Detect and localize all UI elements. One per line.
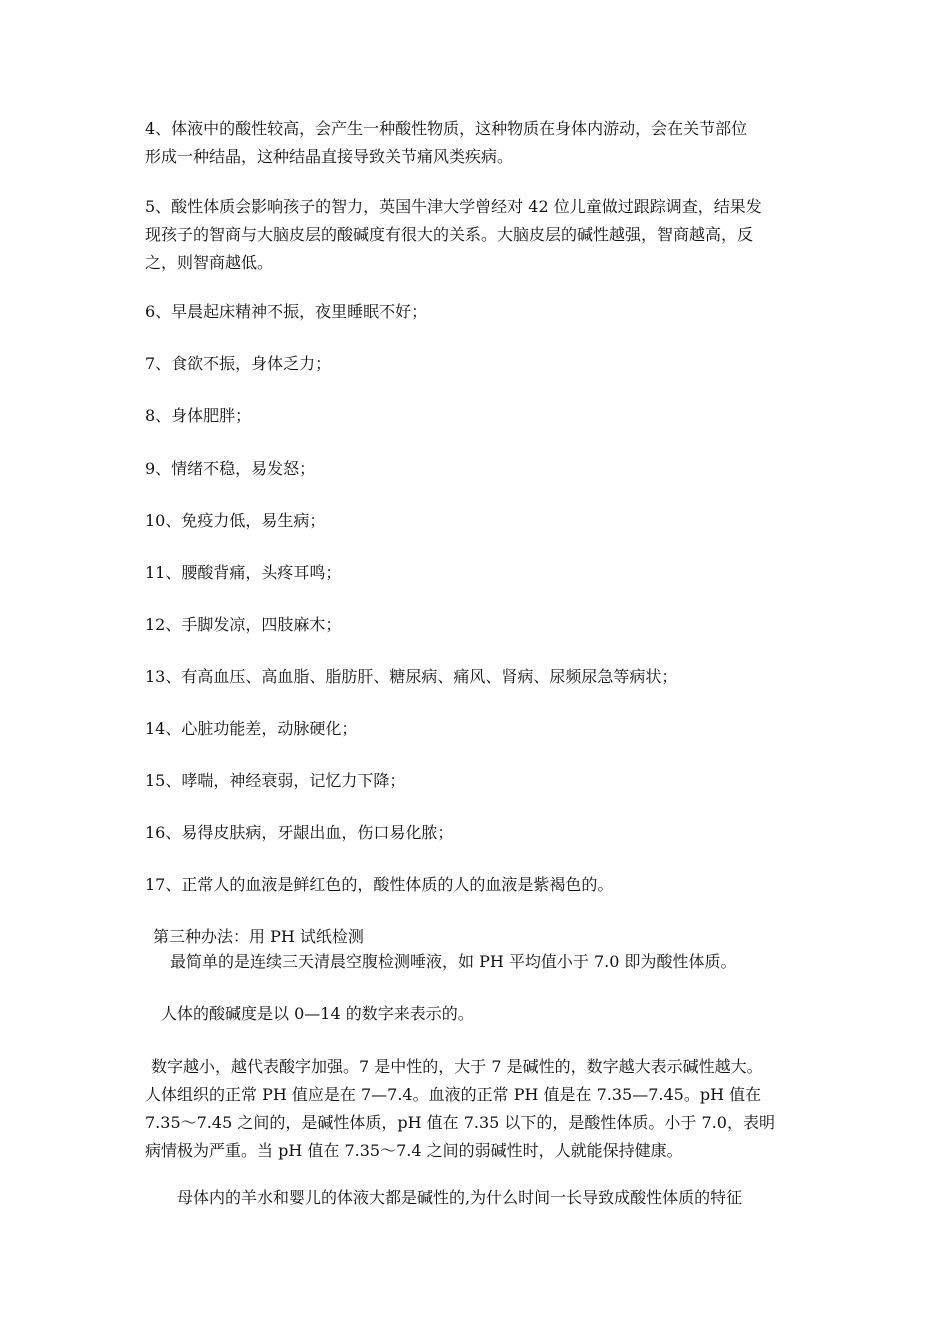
ph-scale-detail bbox=[145, 1053, 810, 1165]
text-line: 形成一种结晶，这种结晶直接导致关节痛风类疾病。 bbox=[145, 147, 514, 166]
closing-paragraph bbox=[177, 1184, 842, 1212]
paragraph-item-7 bbox=[145, 350, 810, 378]
paragraph-item-5 bbox=[145, 193, 810, 277]
text-line: 6、早晨起床精神不振，夜里睡眠不好； bbox=[145, 302, 428, 321]
text-line: 人体的酸碱度是以 0—14 的数字来表示的。 bbox=[161, 1004, 474, 1023]
paragraph-item-9 bbox=[145, 455, 810, 483]
paragraph-item-8 bbox=[145, 402, 810, 430]
text-line: 13、有高血压、高血脂、脂肪肝、糖尿病、痛风、肾病、尿频尿急等病状； bbox=[145, 667, 678, 686]
paragraph-item-12 bbox=[145, 611, 810, 639]
text-line: 12、手脚发凉，四肢麻木； bbox=[145, 615, 342, 634]
method-three-description bbox=[170, 948, 835, 976]
text-line: 16、易得皮肤病，牙龈出血，伤口易化脓； bbox=[145, 823, 454, 842]
text-line: 15、哮喘，神经衰弱，记忆力下降； bbox=[145, 771, 406, 790]
text-line: 5、酸性体质会影响孩子的智力，英国牛津大学曾经对 42 位儿童做过跟踪调查，结果发 bbox=[145, 197, 762, 216]
paragraph-item-6 bbox=[145, 298, 810, 326]
text-line: 7.35～7.45 之间的，是碱性体质，pH 值在 7.35 以下的，是酸性体质。小于 7.0，表明 bbox=[145, 1113, 775, 1132]
text-line: 数字越小，越代表酸字加强。7 是中性的，大于 7 是碱性的，数字越大表示碱性越大。 bbox=[151, 1057, 763, 1076]
text-line: 14、心脏功能差，动脉硬化； bbox=[145, 719, 358, 738]
text-line: 11、腰酸背痛，头疼耳鸣； bbox=[145, 563, 342, 582]
text-line: 现孩子的智商与大脑皮层的酸碱度有很大的关系。大脑皮层的碱性越强，智商越高，反 bbox=[145, 225, 754, 244]
paragraph-item-13 bbox=[145, 663, 810, 691]
text-line: 最简单的是连续三天清晨空腹检测唾液，如 PH 平均值小于 7.0 即为酸性体质。 bbox=[170, 952, 737, 971]
text-line: 7、食欲不振，身体乏力； bbox=[145, 354, 332, 373]
paragraph-item-16 bbox=[145, 819, 810, 847]
text-line: 之，则智商越低。 bbox=[145, 253, 274, 272]
text-line: 4、体液中的酸性较高，会产生一种酸性物质，这种物质在身体内游动，会在关节部位 bbox=[145, 119, 748, 138]
paragraph-item-11 bbox=[145, 559, 810, 587]
paragraph-item-14 bbox=[145, 715, 810, 743]
text-line: 病情极为严重。当 pH 值在 7.35～7.4 之间的弱碱性时，人就能保持健康。 bbox=[145, 1141, 683, 1160]
text-line: 17、正常人的血液是鲜红色的，酸性体质的人的血液是紫褐色的。 bbox=[145, 875, 614, 894]
text-line: 人体组织的正常 PH 值应是在 7—7.4。血液的正常 PH 值是在 7.35—7.45。pH 值在 bbox=[145, 1085, 762, 1104]
text-line: 9、情绪不稳，易发怒； bbox=[145, 459, 316, 478]
ph-scale-intro bbox=[161, 1000, 826, 1028]
paragraph-item-15 bbox=[145, 767, 810, 795]
paragraph-item-10 bbox=[145, 507, 810, 535]
paragraph-item-4 bbox=[145, 115, 810, 171]
text-line: 8、身体肥胖； bbox=[145, 406, 252, 425]
paragraph-item-17 bbox=[145, 871, 810, 899]
method-three-heading bbox=[153, 923, 818, 951]
text-line: 10、免疫力低，易生病； bbox=[145, 511, 326, 530]
text-line: 第三种办法：用 PH 试纸检测 bbox=[153, 927, 364, 946]
text-line: 母体内的羊水和婴儿的体液大都是碱性的,为什么时间一长导致成酸性体质的特征 bbox=[177, 1188, 743, 1207]
